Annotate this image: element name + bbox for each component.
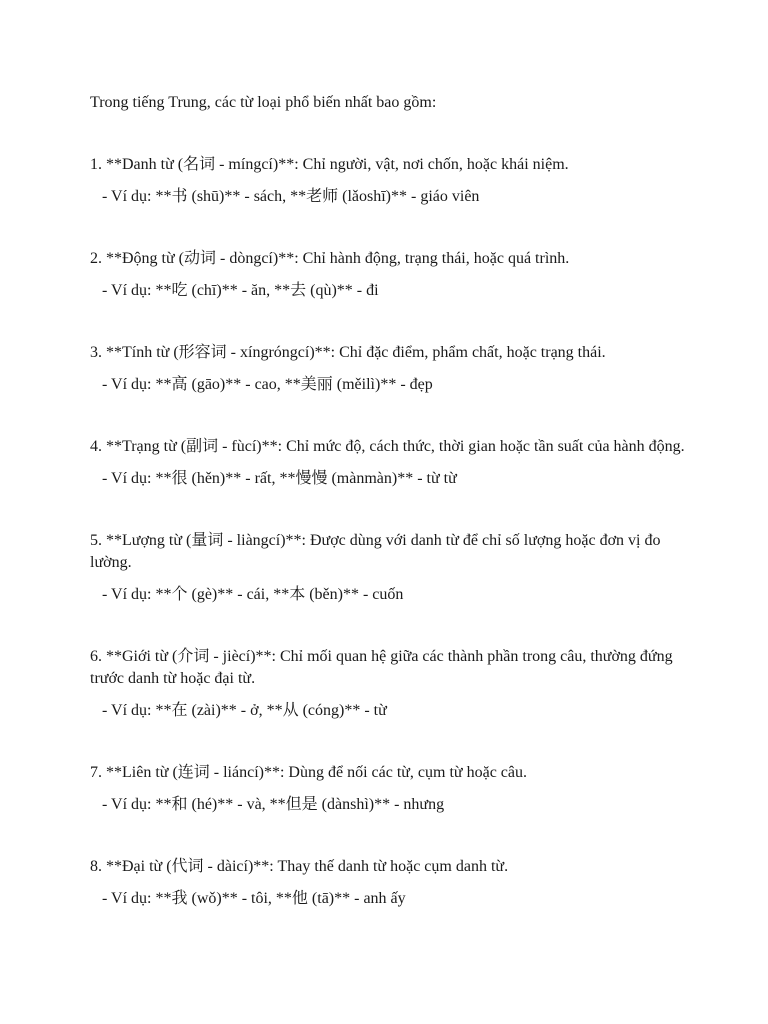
- item-heading: 3. **Tính từ (形容词 - xíngróngcí)**: Chỉ đặc điểm, phẩm chất, hoặc trạng thái.: [90, 344, 606, 361]
- item-heading: 4. **Trạng từ (副词 - fùcí)**: Chỉ mức độ, cách thức, thời gian hoặc tần suất của hành động.: [90, 438, 685, 455]
- list-item: [90, 530, 685, 606]
- intro-text: Trong tiếng Trung, các từ loại phổ biến nhất bao gồm:: [90, 94, 437, 111]
- item-heading: 8. **Đại từ (代词 - dàicí)**: Thay thế danh từ hoặc cụm danh từ.: [90, 858, 509, 875]
- item-example: - Ví dụ: **很 (hěn)** - rất, **慢慢 (mànmàn)** - từ từ: [102, 470, 457, 487]
- list-item: [90, 248, 685, 302]
- item-example: - Ví dụ: **高 (gāo)** - cao, **美丽 (měilì)** - đẹp: [102, 376, 433, 393]
- item-example: - Ví dụ: **书 (shū)** - sách, **老师 (lǎoshī)** - giáo viên: [102, 188, 480, 205]
- item-heading: 5. **Lượng từ (量词 - liàngcí)**: Được dùng với danh từ để chỉ số lượng hoặc đơn vị đo lường.: [90, 532, 661, 571]
- item-heading: 6. **Giới từ (介词 - jiècí)**: Chỉ mối quan hệ giữa các thành phần trong câu, thường đứng trước danh từ hoặc đại từ.: [90, 648, 673, 687]
- list-item: [90, 856, 685, 910]
- item-example: - Ví dụ: **我 (wǒ)** - tôi, **他 (tā)** - anh ấy: [102, 890, 406, 907]
- list-item: [90, 646, 685, 722]
- list-item: [90, 762, 685, 816]
- item-example: - Ví dụ: **个 (gè)** - cái, **本 (běn)** - cuốn: [102, 586, 404, 603]
- item-example: - Ví dụ: **吃 (chī)** - ăn, **去 (qù)** - đi: [102, 282, 379, 299]
- list-item: [90, 154, 685, 208]
- item-heading: 1. **Danh từ (名词 - míngcí)**: Chỉ người, vật, nơi chốn, hoặc khái niệm.: [90, 156, 569, 173]
- item-heading: 7. **Liên từ (连词 - liáncí)**: Dùng để nối các từ, cụm từ hoặc câu.: [90, 764, 528, 781]
- item-example: - Ví dụ: **和 (hé)** - và, **但是 (dànshì)** - nhưng: [102, 796, 445, 813]
- item-heading: 2. **Động từ (动词 - dòngcí)**: Chỉ hành động, trạng thái, hoặc quá trình.: [90, 250, 570, 267]
- item-example: - Ví dụ: **在 (zài)** - ở, **从 (cóng)** - từ: [102, 702, 387, 719]
- list-item: [90, 342, 685, 396]
- list-item: [90, 436, 685, 490]
- document-body: [90, 92, 685, 910]
